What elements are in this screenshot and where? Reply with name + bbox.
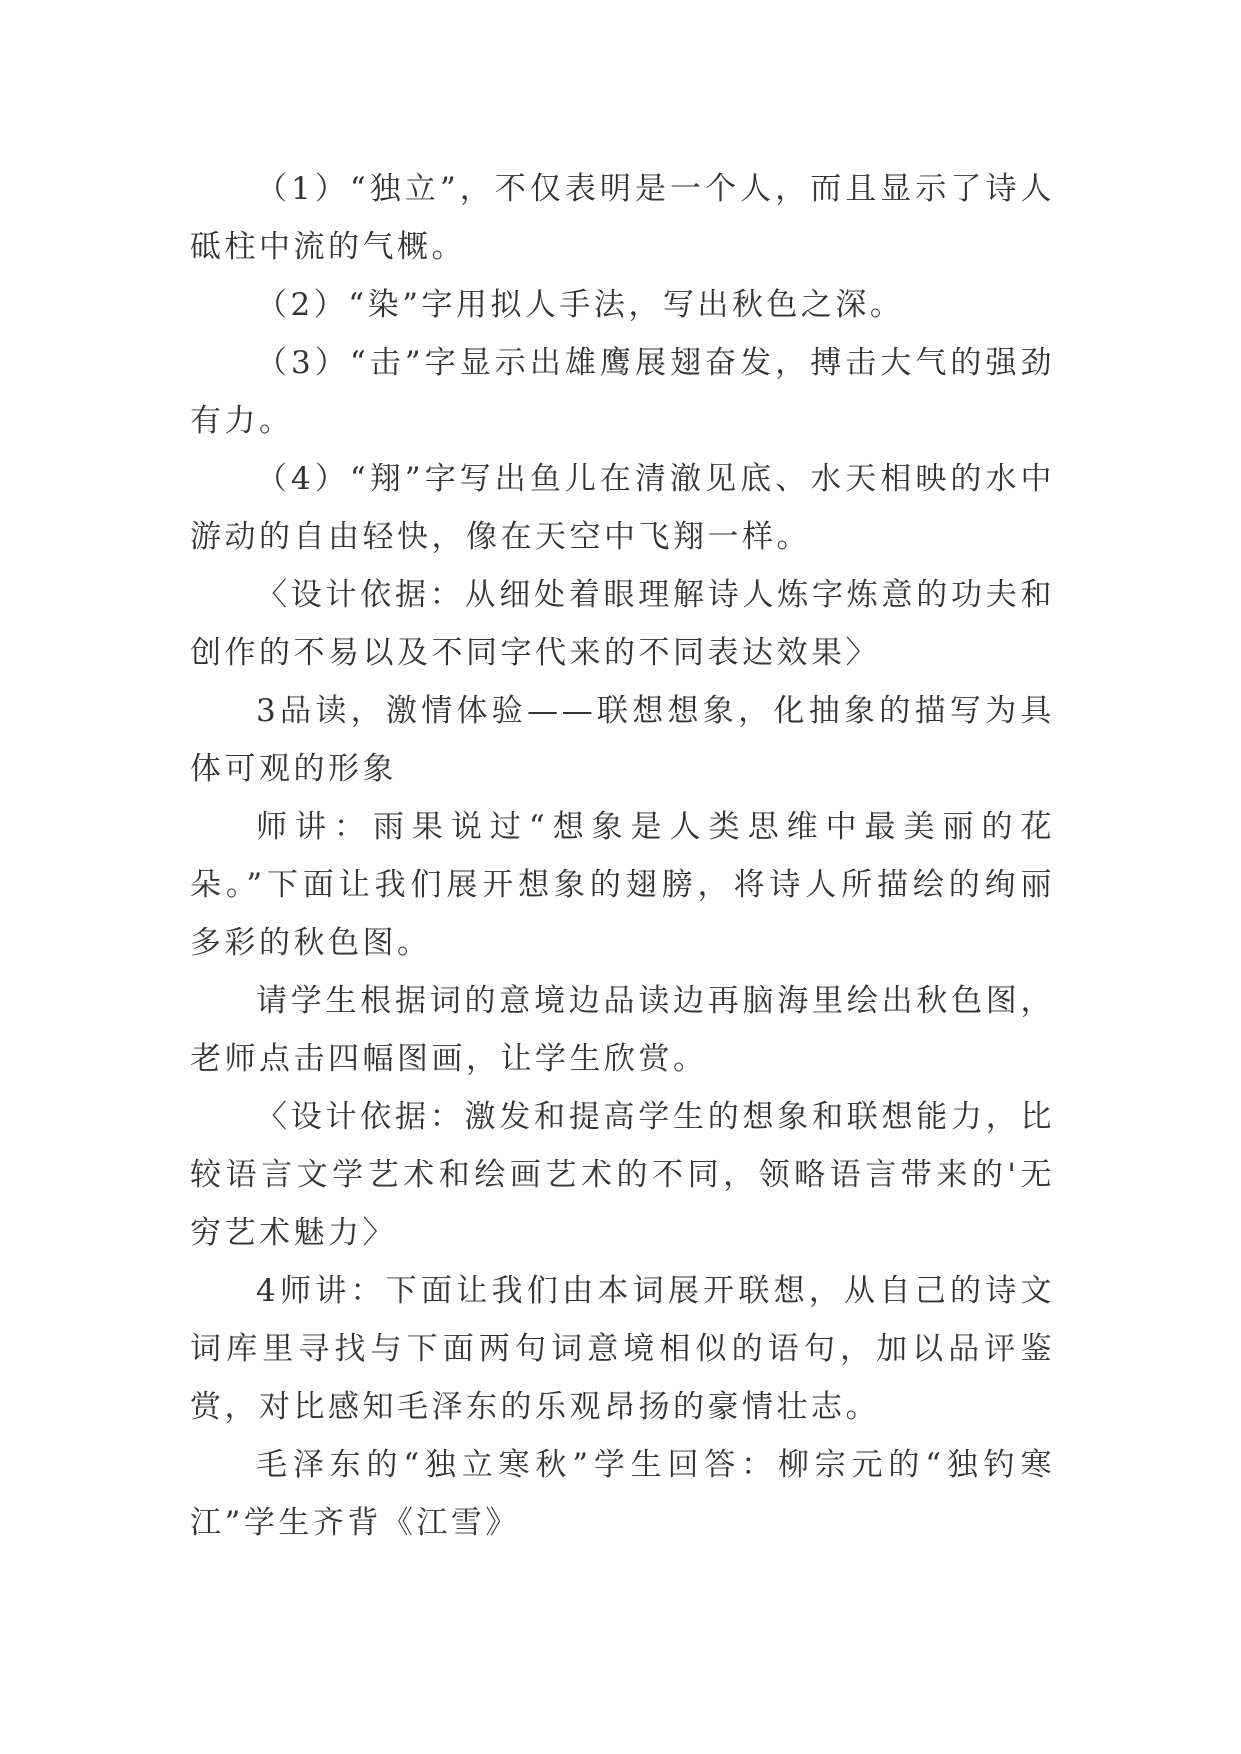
paragraph-7: 师讲：雨果说过“想象是人类思维中最美丽的花朵。”下面让我们展开想象的翅膀，将诗人所描绘的绚丽多彩的秋色图。 xyxy=(190,809,1055,961)
paragraph-6: 3品读，激情体验——联想想象，化抽象的描写为具体可观的形象 xyxy=(190,693,1055,787)
paragraph-9: 〈设计依据：激发和提高学生的想象和联想能力，比较语言文学艺术和绘画艺术的不同，领略语言带来的'无穷艺术魅力〉 xyxy=(190,1099,1055,1251)
paragraph-1: （1）“独立”，不仅表明是一个人，而且显示了诗人砥柱中流的气概。 xyxy=(190,171,1055,265)
paragraph-3: （3）“击”字显示出雄鹰展翅奋发，搏击大气的强劲有力。 xyxy=(190,345,1055,439)
paragraph-5: 〈设计依据：从细处着眼理解诗人炼字炼意的功夫和创作的不易以及不同字代来的不同表达效果〉 xyxy=(190,577,1055,671)
paragraph-11: 毛泽东的“独立寒秋”学生回答：柳宗元的“独钓寒江”学生齐背《江雪》 xyxy=(190,1447,1055,1541)
paragraph-10: 4师讲：下面让我们由本词展开联想，从自己的诗文词库里寻找与下面两句词意境相似的语句，加以品评鉴赏，对比感知毛泽东的乐观昂扬的豪情壮志。 xyxy=(190,1273,1055,1425)
paragraph-4: （4）“翔”字写出鱼儿在清澈见底、水天相映的水中游动的自由轻快，像在天空中飞翔一样。 xyxy=(190,461,1055,555)
paragraph-2: （2）“染”字用拟人手法，写出秋色之深。 xyxy=(256,287,905,323)
paragraph-8: 请学生根据词的意境边品读边再脑海里绘出秋色图，老师点击四幅图画，让学生欣赏。 xyxy=(190,983,1055,1077)
document-body xyxy=(190,160,1055,1552)
